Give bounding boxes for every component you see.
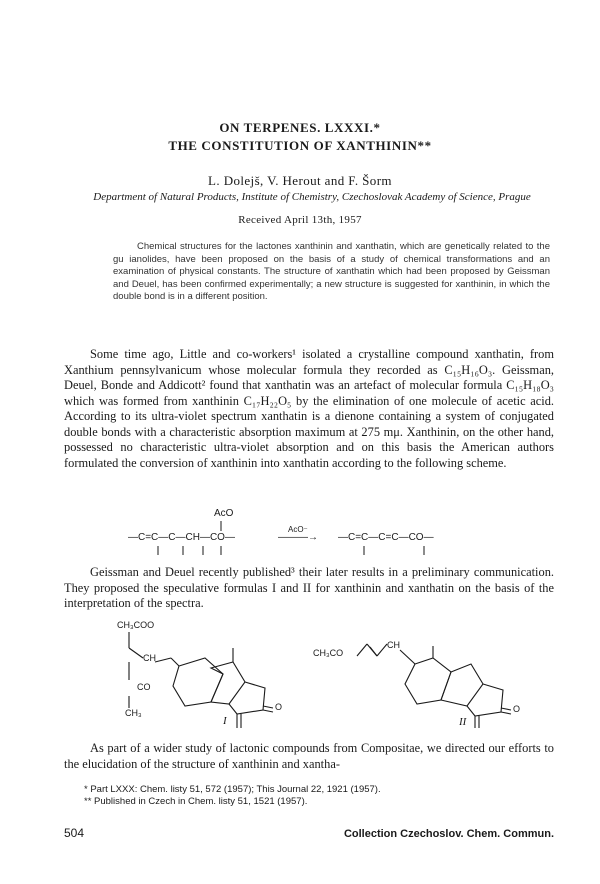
structure-ii-label: II bbox=[459, 716, 467, 728]
structure-i-acetoxy: CH₃COO bbox=[117, 620, 155, 630]
affiliation: Department of Natural Products, Institute of Chemistry, Czechoslovak Academy of Science, Prague bbox=[93, 191, 531, 203]
paragraph-text: As part of a wider study of lactonic compounds from Compositae, we directed our efforts to the elucidation of the structure of xanthinin and xantha- bbox=[64, 741, 554, 771]
paper-title: THE CONSTITUTION OF XANTHININ** bbox=[168, 138, 432, 153]
footnote-1: * Part LXXX: Chem. listy 51, 572 (1957); This Journal 22, 1921 (1957). bbox=[84, 784, 381, 795]
scheme-aco-label: AcO bbox=[214, 508, 234, 519]
received-date: Received April 13th, 1957 bbox=[238, 214, 362, 226]
structure-i-ch: CH bbox=[143, 653, 156, 663]
scheme-arrow: ———→ bbox=[278, 532, 318, 543]
abstract-text: Chemical structures for the lactones xanthinin and xanthatin, which are genetically related to the gu ianolides, have been proposed on the basis of a study of chemical transformations and an examination of physical constants. The structure of xanthatin which had been proposed by Geissman and Deuel, has been confirmed experimentally; a new structure is suggested for xanthinin, in which the double bond is in a different position. bbox=[113, 241, 550, 302]
structural-formulas bbox=[115, 618, 535, 730]
paper-title-series: ON TERPENES. LXXXI.* bbox=[219, 120, 381, 135]
scheme-right-chain: —C=C—C=C—CO— bbox=[338, 532, 434, 543]
structure-i-oxygen: O bbox=[275, 702, 283, 712]
scheme-left-chain: —C=C—C—CH—CO— bbox=[128, 532, 235, 543]
structure-ii-acetyl: CH₃CO bbox=[313, 648, 344, 658]
body-paragraph-2 bbox=[64, 565, 554, 612]
paragraph-text: Geissman and Deuel recently published³ their later results in a preliminary communication. They proposed the speculative formulas I and II for xanthinin and xanthatin on the basis of the interpretation of the spectra. bbox=[64, 565, 554, 610]
body-paragraph-1 bbox=[64, 347, 554, 471]
structure-i-label: I bbox=[223, 715, 227, 727]
body-paragraph-3 bbox=[64, 741, 554, 772]
scheme-arrow-label: AcO⁻ bbox=[288, 525, 308, 534]
structure-ii-ch: CH bbox=[387, 640, 400, 650]
authors: L. Dolejš, V. Herout and F. Šorm bbox=[208, 173, 392, 188]
abstract bbox=[113, 241, 550, 304]
scheme-bonds bbox=[128, 508, 488, 558]
reaction-scheme bbox=[128, 508, 488, 558]
structure-i-ch3: CH₃ bbox=[125, 708, 142, 718]
paragraph-text: Some time ago, Little and co-workers¹ isolated a crystalline compound xanthatin, from Xanthium pennsylvanicum whose molecular formula they recorded as C₁₅H₁₆O₃. Geissman, Deuel, Bonde and Addicott² found that xanthatin was an artefact of molecular formula C₁₅H₁₈O₃ which was formed from xanthinin C₁₇H₂₂O₅ by the elimination of one molecule of acetic acid. According to its ultra-violet spectrum xanthatin is a dienone containing a system of conjugated double bonds with a characteristic absorption maximum at 275 mμ. Xanthinin, on the other hand, possessed no characteristic ultra-violet absorption and on this basis the American authors formulated the conversion of xanthinin into xanthatin according to the following scheme. bbox=[64, 347, 554, 470]
structure-ii-oxygen: O bbox=[513, 704, 521, 714]
journal-name: Collection Czechoslov. Chem. Commun. bbox=[343, 828, 554, 840]
structure-drawings bbox=[115, 618, 535, 730]
structure-i-co: CO bbox=[137, 682, 151, 692]
footnote-2: ** Published in Czech in Chem. listy 51, 1521 (1957). bbox=[84, 796, 308, 807]
page-number: 504 bbox=[64, 826, 85, 840]
footnotes bbox=[84, 784, 554, 808]
